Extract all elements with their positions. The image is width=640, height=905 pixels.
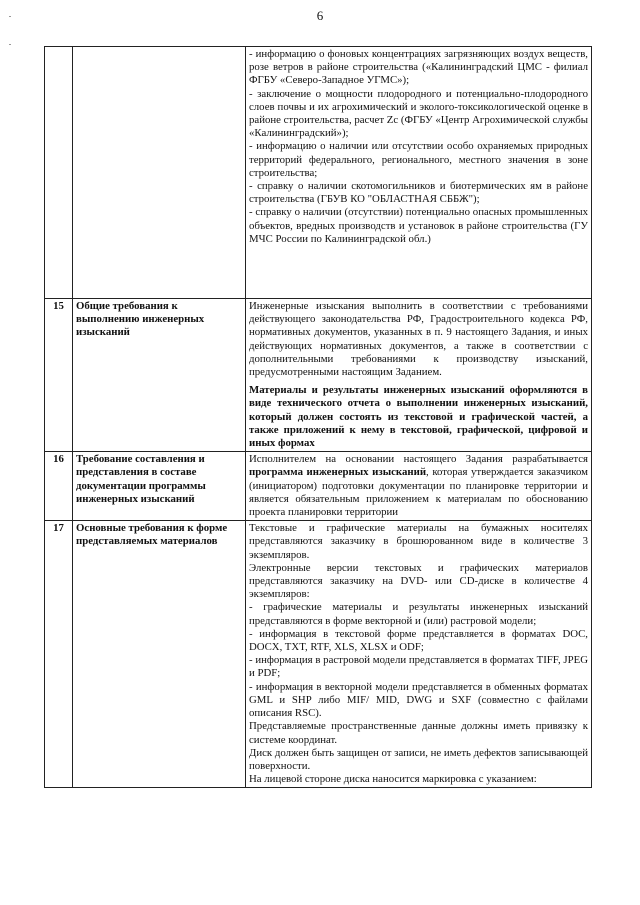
text-after: , которая утверждается заказчиком (инициатором) подготовки документации по планировке территории и является обязательным приложением к материалам по обоснованию проекта планировки территории <box>249 466 589 519</box>
row-title: Общие требования к выполнению инженерных изысканий <box>73 299 246 452</box>
paragraph: - информацию о фоновых концентрациях загрязняющих воздух веществ, розе ветров в районе строительства («Калининградский ЦМС - филиал ФГБУ «Северо-Западное УГМС»); <box>249 48 588 87</box>
paragraph: - информация в растровой модели представляется в форматах TIFF, JPEG и PDF; <box>249 654 588 680</box>
row-content <box>246 299 592 452</box>
paragraph: - информацию о наличии или отсутствии особо охраняемых природных территорий федерального, регионального, местного значения в зоне строительства; <box>249 140 588 179</box>
row-number: 15 <box>45 299 73 452</box>
row-title: Требование составления и представления в составе документации программы инженерных изысканий <box>73 452 246 521</box>
row-number <box>45 47 73 299</box>
paragraph: Представляемые пространственные данные должны иметь привязку к системе координат. <box>249 720 588 746</box>
bold-term: программа инженерных изысканий <box>249 466 427 479</box>
row-number: 16 <box>45 452 73 521</box>
paragraph: На лицевой стороне диска наносится маркировка с указанием: <box>249 773 537 786</box>
paragraph: - информация в текстовой форме представляется в форматах DOC, DOCX, TXT, RTF, XLS, XLSX и ODF; <box>249 627 588 654</box>
margin-mark <box>9 16 11 17</box>
paragraph: Инженерные изыскания выполнить в соответствии с требованиями действующего законодательства РФ, Градостроительного кодекса РФ, нормативных документов, указанных в п. 9 настоящего Задания, и иных действующих нормативных документов, а также в соответствии с дополнительными требованиями к производству изысканий, предусмотренными настоящим Заданием. <box>249 300 588 379</box>
paragraph: - справку о наличии скотомогильников и биотермических ям в районе строительства (ГБУВ КО "ОБЛАСТНАЯ СББЖ"); <box>249 180 588 206</box>
margin-mark <box>9 44 11 45</box>
text-before: Исполнителем на основании настоящего Задания разрабатывается <box>249 453 588 466</box>
row-number: 17 <box>45 521 73 788</box>
requirements-table <box>44 46 592 788</box>
row-title: Основные требования к форме представляемых материалов <box>73 521 246 788</box>
table-row <box>45 452 592 521</box>
row-content <box>246 452 592 521</box>
table-row <box>45 299 592 452</box>
paragraph: - графические материалы и результаты инженерных изысканий представляются в форме векторной и (или) растровой модели; <box>249 601 588 627</box>
row-content <box>246 521 592 788</box>
row-content <box>246 47 592 299</box>
paragraph: Диск должен быть защищен от записи, не иметь дефектов записывающей поверхности. <box>249 746 588 772</box>
paragraph: Текстовые и графические материалы на бумажных носителях представляются заказчику в брошюрованном виде в количестве 3 экземпляров. <box>249 522 588 561</box>
paragraph <box>249 453 588 519</box>
bold-paragraph: Материалы и результаты инженерных изысканий оформляются в виде технического отчета о выполнении инженерных изысканий, который должен состоять из текстовой и графической частей, а также приложений к нему в текстовой, графической, цифровой и иных формах <box>249 384 588 450</box>
paragraph: - справку о наличии (отсутствии) потенциально опасных промышленных объектов, вредных производств и установок в районе строительства (ГУ МЧС России по Калининградской обл.) <box>249 206 588 245</box>
paragraph: - информация в векторной модели представляется в обменных форматах GML и SHP либо MIF/ MID, DWG и SXF (совместно с файлами описания RSC). <box>249 680 588 720</box>
row-title <box>73 47 246 299</box>
paragraph: Электронные версии текстовых и графических материалов представляются заказчику на DVD- или CD-диске в количестве 4 экземпляров: <box>249 561 588 601</box>
paragraph: - заключение о мощности плодородного и потенциально-плодородного слоев почвы и их агрохимический и эколого-токсикологической оценке в районе строительства, расчет Zc (ФГБУ «Центр Агрохимической службы «Калининградский»); <box>249 87 588 140</box>
page-number: 6 <box>316 8 324 23</box>
table-row <box>45 47 592 299</box>
table-row <box>45 521 592 788</box>
